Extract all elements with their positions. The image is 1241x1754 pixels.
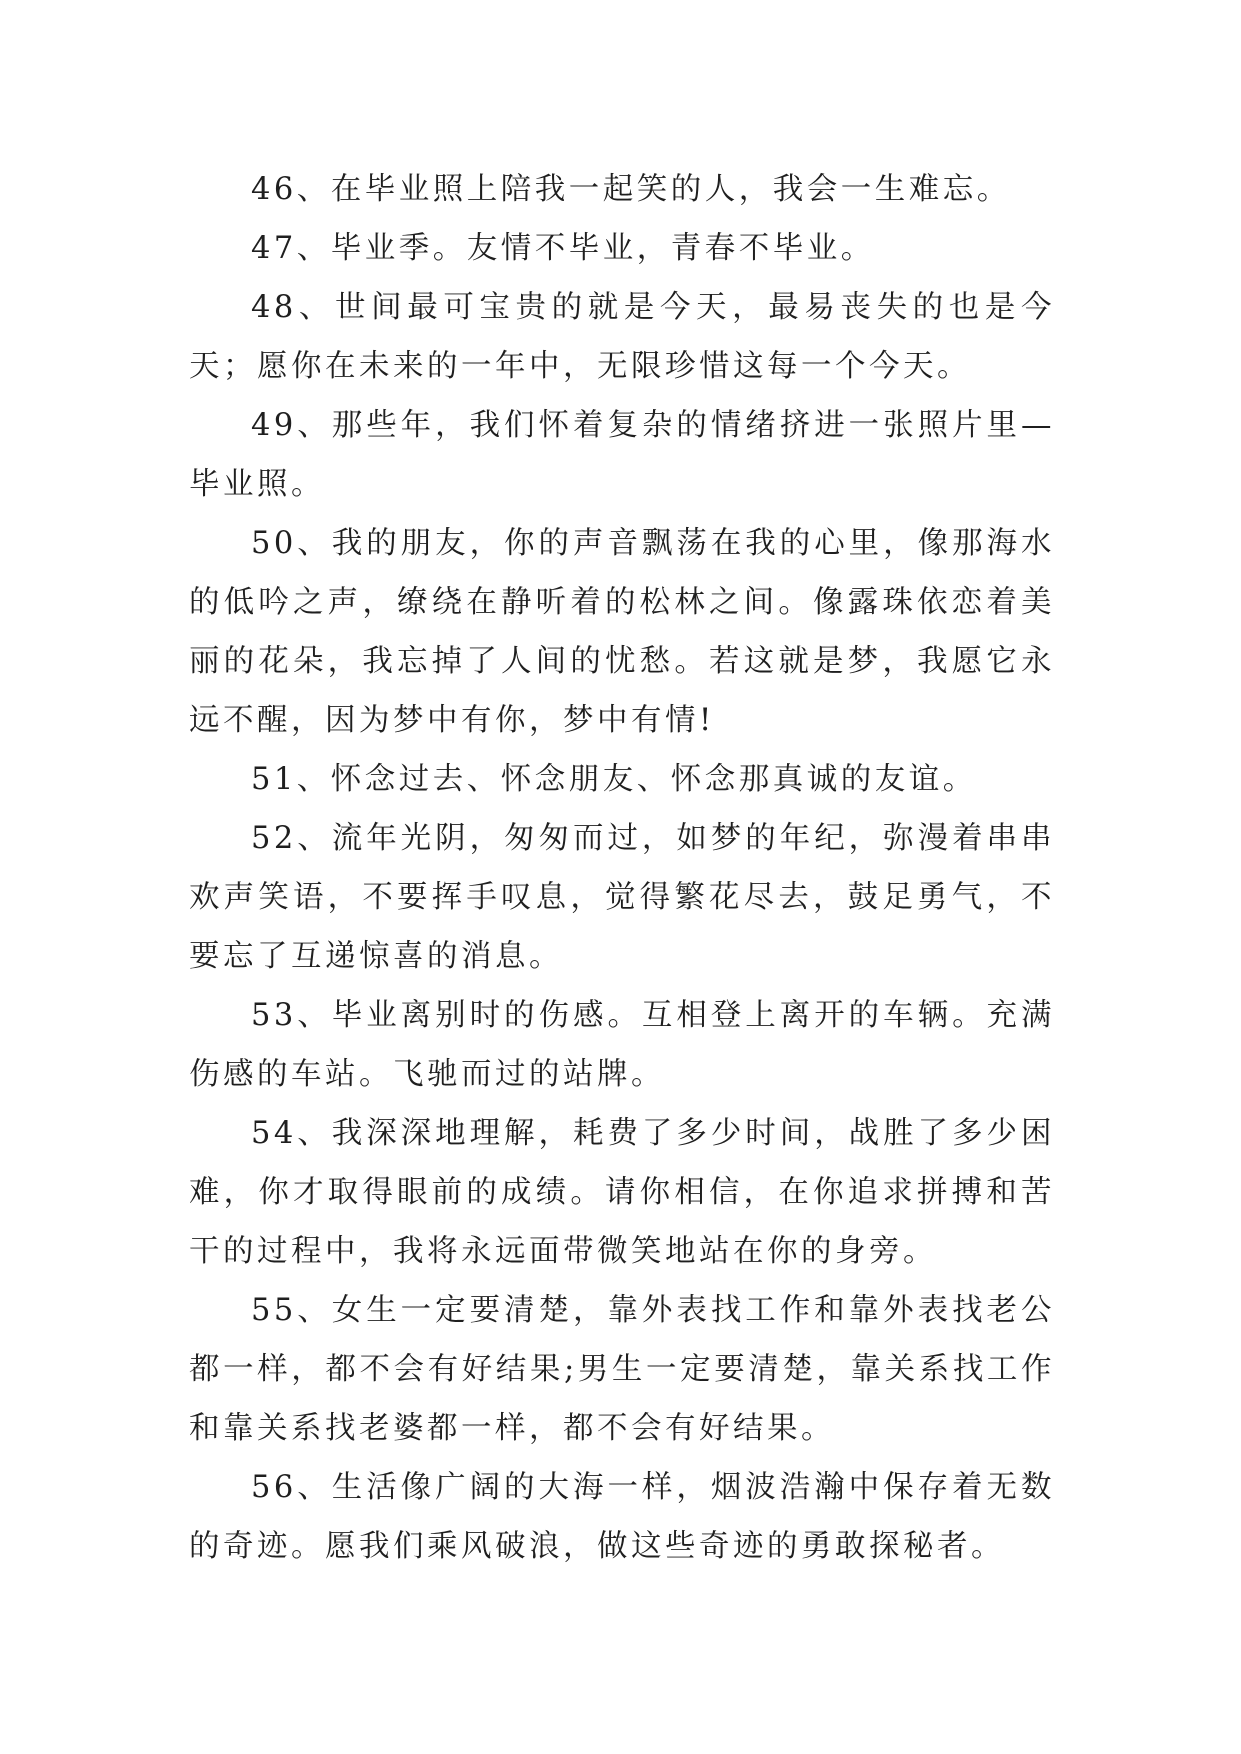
paragraph-55: 55、女生一定要清楚，靠外表找工作和靠外表找老公都一样，都不会有好结果;男生一定要清楚，靠关系找工作和靠关系找老婆都一样，都不会有好结果。 <box>189 1293 1055 1446</box>
paragraph-56: 56、生活像广阔的大海一样，烟波浩瀚中保存着无数的奇迹。愿我们乘风破浪，做这些奇迹的勇敢探秘者。 <box>189 1470 1055 1564</box>
paragraph-46: 46、在毕业照上陪我一起笑的人，我会一生难忘。 <box>251 172 1011 207</box>
paragraph-49: 49、那些年，我们怀着复杂的情绪挤进一张照片里—毕业照。 <box>189 408 1055 502</box>
document-body <box>189 160 1055 1576</box>
paragraph-50: 50、我的朋友，你的声音飘荡在我的心里，像那海水的低吟之声，缭绕在静听着的松林之间。像露珠依恋着美丽的花朵，我忘掉了人间的忧愁。若这就是梦，我愿它永远不醒，因为梦中有你，梦中有情! <box>189 526 1055 738</box>
paragraph-52: 52、流年光阴，匆匆而过，如梦的年纪，弥漫着串串欢声笑语，不要挥手叹息，觉得繁花尽去，鼓足勇气，不要忘了互递惊喜的消息。 <box>189 821 1055 974</box>
paragraph-54: 54、我深深地理解，耗费了多少时间，战胜了多少困难，你才取得眼前的成绩。请你相信，在你追求拼搏和苦干的过程中，我将永远面带微笑地站在你的身旁。 <box>189 1116 1055 1269</box>
paragraph-48: 48、世间最可宝贵的就是今天，最易丧失的也是今天；愿你在未来的一年中，无限珍惜这每一个今天。 <box>189 290 1055 384</box>
paragraph-53: 53、毕业离别时的伤感。互相登上离开的车辆。充满伤感的车站。飞驰而过的站牌。 <box>189 998 1055 1092</box>
paragraph-51: 51、怀念过去、怀念朋友、怀念那真诚的友谊。 <box>251 762 977 797</box>
paragraph-47: 47、毕业季。友情不毕业，青春不毕业。 <box>251 231 875 266</box>
